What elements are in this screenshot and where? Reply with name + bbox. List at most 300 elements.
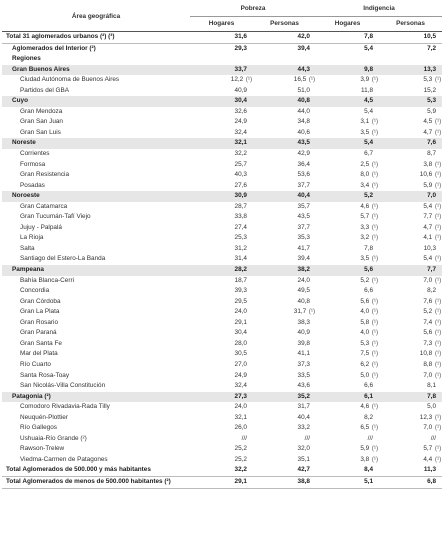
- cell-value: 43,5: [297, 213, 310, 221]
- cell-value: 5,3: [423, 76, 433, 84]
- cell-value: 10,8: [419, 350, 433, 358]
- footnote-marker: (¹): [371, 223, 379, 231]
- table-row: [2, 86, 442, 97]
- cell-value: 28,0: [234, 339, 247, 347]
- table-row: [2, 202, 442, 213]
- cell-value: 33,2: [297, 424, 310, 432]
- cell-value: 40,8: [297, 297, 310, 305]
- row-label: Gran Catamarca: [20, 202, 68, 210]
- cell-value: 5,4: [364, 44, 373, 52]
- pobreza-hogares-cell: [190, 307, 253, 318]
- footnote-marker: (¹): [434, 160, 442, 168]
- indigencia-hogares-cell: [316, 444, 379, 455]
- indigencia-personas-cell: [379, 128, 442, 139]
- cell-value: 28,7: [234, 202, 247, 210]
- table-row: [2, 392, 442, 403]
- pobreza-hogares-cell: [190, 160, 253, 171]
- row-label: Gran San Luis: [20, 128, 61, 136]
- cell-value: 41,1: [297, 350, 310, 358]
- indigencia-personas-cell: [379, 307, 442, 318]
- indigencia-hogares-cell: [316, 149, 379, 160]
- cell-value: 5,6: [423, 329, 433, 337]
- cell-value: 27,4: [234, 223, 247, 231]
- cell-value: 39,3: [234, 287, 247, 295]
- cell-value: 11,3: [423, 466, 437, 474]
- pobreza-hogares-cell: [190, 107, 253, 118]
- footnote-marker: (¹): [371, 445, 379, 453]
- cell-value: 38,2: [297, 266, 310, 274]
- cell-value: 4,7: [423, 128, 433, 136]
- cell-value: 5,0: [360, 371, 370, 379]
- pobreza-hogares-cell: [190, 96, 253, 107]
- table-row: [2, 212, 442, 223]
- footnote-marker: (¹): [434, 413, 442, 421]
- cell-value: 32,1: [234, 413, 247, 421]
- indigencia-personas-cell: [379, 233, 442, 244]
- row-label: Salta: [20, 244, 35, 252]
- indigencia-personas-cell: [379, 32, 442, 44]
- indigencia-personas-cell: [379, 402, 442, 413]
- row-label: Gran Mendoza: [20, 107, 63, 115]
- indigencia-hogares-cell: [316, 381, 379, 392]
- table-row: [2, 149, 442, 160]
- pobreza-hogares-cell: [190, 223, 253, 234]
- table-row: [2, 170, 442, 181]
- cell-value: 35,7: [297, 202, 310, 210]
- cell-value: 7,0: [423, 276, 433, 284]
- footnote-marker: (¹): [371, 360, 379, 368]
- pobreza-personas-cell: [253, 170, 316, 181]
- cell-value: 41,7: [297, 244, 310, 252]
- footnote-marker: (¹): [371, 455, 379, 463]
- cell-value: 7,6: [427, 139, 437, 147]
- cell-value: 8,8: [423, 360, 433, 368]
- footnote-marker: (¹): [434, 76, 442, 84]
- cell-value: 5,9: [427, 107, 437, 115]
- cell-value: 30,9: [234, 192, 247, 200]
- poverty-table: [2, 2, 442, 489]
- cell-value: 10,6: [419, 171, 433, 179]
- row-label: Noreste: [2, 138, 190, 149]
- indigencia-hogares-cell: [316, 86, 379, 97]
- cell-value: 32,4: [234, 382, 247, 390]
- footnote-marker: (¹): [371, 234, 379, 242]
- pobreza-hogares-cell: [190, 402, 253, 413]
- cell-value: 15,2: [423, 86, 437, 94]
- pobreza-hogares-cell: [190, 328, 253, 339]
- indigencia-hogares-cell: [316, 43, 379, 54]
- cell-value: 11,8: [361, 86, 373, 94]
- cell-value: 37,7: [297, 181, 310, 189]
- row-label: Posadas: [20, 181, 45, 189]
- cell-value: 3,3: [360, 223, 370, 231]
- pobreza-hogares-cell: [190, 86, 253, 97]
- indigencia-hogares-header: Hogares: [316, 17, 379, 32]
- pobreza-hogares-cell: [190, 202, 253, 213]
- footnote-marker: (¹): [371, 339, 379, 347]
- pobreza-hogares-cell: [190, 212, 253, 223]
- indigencia-header: Indigencia: [316, 2, 442, 17]
- cell-value: 7,4: [423, 318, 433, 326]
- cell-value: 3,4: [360, 181, 370, 189]
- pobreza-hogares-cell: [190, 360, 253, 371]
- footnote-marker: (¹): [371, 308, 379, 316]
- indigencia-hogares-cell: [316, 392, 379, 403]
- cell-value: 40,4: [297, 192, 310, 200]
- pobreza-hogares-cell: [190, 413, 253, 424]
- footnote-marker: (¹): [434, 255, 442, 263]
- cell-value: 7,5: [360, 350, 370, 358]
- table-row: [2, 455, 442, 466]
- indigencia-personas-cell: [379, 254, 442, 265]
- cell-value: 3,5: [360, 255, 370, 263]
- indigencia-personas-cell: [379, 223, 442, 234]
- footnote-marker: (¹): [434, 318, 442, 326]
- pobreza-hogares-cell: [190, 455, 253, 466]
- cell-value: 24,9: [234, 371, 247, 379]
- footnote-marker: (¹): [434, 297, 442, 305]
- footnote-marker: (¹): [371, 371, 379, 379]
- pobreza-hogares-cell: [190, 149, 253, 160]
- cell-value: 5,0: [427, 403, 437, 411]
- footnote-marker: (¹): [434, 350, 442, 358]
- pobreza-personas-cell: [253, 65, 316, 76]
- footnote-marker: (¹): [308, 76, 316, 84]
- footnote-marker: (¹): [434, 276, 442, 284]
- indigencia-personas-cell: [379, 244, 442, 255]
- pobreza-hogares-cell: [190, 381, 253, 392]
- cell-value: 40,9: [297, 329, 310, 337]
- indigencia-hogares-cell: [316, 170, 379, 181]
- indigencia-hogares-cell: [316, 128, 379, 139]
- pobreza-hogares-cell: [190, 423, 253, 434]
- table-row: [2, 328, 442, 339]
- cell-value: 42,0: [297, 33, 310, 40]
- table-row: [2, 413, 442, 424]
- pobreza-header: Pobreza: [190, 2, 316, 17]
- row-label: Gran Paraná: [20, 329, 57, 337]
- indigencia-personas-cell: [379, 75, 442, 86]
- cell-value: 33,5: [297, 371, 310, 379]
- row-label: Santiago del Estero-La Banda: [20, 255, 106, 263]
- table-row: [2, 286, 442, 297]
- indigencia-personas-cell: [379, 360, 442, 371]
- cell-value: 36,4: [297, 160, 310, 168]
- pobreza-personas-cell: [253, 43, 316, 54]
- indigencia-hogares-cell: [316, 244, 379, 255]
- footnote-marker: (¹): [434, 118, 442, 126]
- indigencia-personas-cell: [379, 434, 442, 445]
- row-label: Ushuaia-Río Grande (²): [20, 434, 87, 442]
- cell-value: 39,4: [297, 255, 310, 263]
- cell-value: 4,1: [423, 234, 433, 242]
- pobreza-personas-cell: [253, 434, 316, 445]
- table-row: [2, 181, 442, 192]
- footnote-marker: (¹): [434, 445, 442, 453]
- pobreza-personas-cell: [253, 318, 316, 329]
- cell-value: 4,6: [360, 202, 370, 210]
- pobreza-hogares-cell: [190, 170, 253, 181]
- table-row: [2, 138, 442, 149]
- cell-value: 33,7: [234, 65, 247, 73]
- cell-value: 5,9: [423, 181, 433, 189]
- table-row: [2, 223, 442, 234]
- table-row: [2, 128, 442, 139]
- indigencia-hogares-cell: [316, 65, 379, 76]
- cell-value: 31,4: [234, 255, 247, 263]
- pobreza-hogares-cell: [190, 128, 253, 139]
- cell-value: 7,8: [364, 244, 373, 252]
- footnote-marker: (¹): [371, 297, 379, 305]
- row-label: Neuquén-Plottier: [20, 413, 68, 421]
- row-label: Pampeana: [2, 265, 190, 276]
- cell-value: 29,5: [234, 297, 247, 305]
- indigencia-personas-cell: [379, 339, 442, 350]
- pobreza-hogares-cell: [190, 444, 253, 455]
- pobreza-personas-cell: [253, 138, 316, 149]
- table-row: [2, 160, 442, 171]
- cell-value: 43,5: [297, 139, 310, 147]
- cell-value: ///: [367, 434, 373, 442]
- row-label: Bahía Blanca-Cerri: [20, 276, 74, 284]
- pobreza-personas-cell: [253, 117, 316, 128]
- cell-value: 5,1: [364, 477, 373, 485]
- pobreza-personas-cell: [253, 476, 316, 488]
- cell-value: 32,6: [234, 107, 247, 115]
- pobreza-personas-cell: [253, 465, 316, 476]
- table-body: [2, 32, 442, 489]
- cell-value: 3,8: [423, 160, 433, 168]
- table-row: [2, 244, 442, 255]
- indigencia-hogares-cell: [316, 455, 379, 466]
- table-row: [2, 360, 442, 371]
- cell-value: 40,3: [234, 171, 247, 179]
- indigencia-personas-cell: [379, 160, 442, 171]
- cell-value: 5,8: [360, 318, 370, 326]
- pobreza-personas-cell: [253, 191, 316, 202]
- row-label: Gran San Juan: [20, 118, 63, 126]
- cell-value: 3,1: [360, 118, 370, 126]
- row-label: Gran La Plata: [20, 308, 60, 316]
- indigencia-personas-cell: [379, 297, 442, 308]
- cell-value: 13,3: [423, 65, 437, 73]
- cell-value: 12,3: [419, 413, 433, 421]
- footnote-marker: (¹): [434, 339, 442, 347]
- cell-value: 4,5: [364, 97, 373, 105]
- indigencia-hogares-cell: [316, 96, 379, 107]
- cell-value: 32,2: [234, 150, 247, 158]
- pobreza-hogares-cell: [190, 54, 253, 65]
- cell-value: 31,7: [293, 308, 307, 316]
- row-label: Cuyo: [2, 96, 190, 107]
- footnote-marker: (¹): [371, 329, 379, 337]
- row-label: Gran Santa Fe: [20, 339, 62, 347]
- cell-value: 6,6: [364, 287, 373, 295]
- cell-value: 5,7: [423, 445, 433, 453]
- pobreza-hogares-cell: [190, 434, 253, 445]
- cell-value: 44,0: [297, 107, 310, 115]
- row-label: Gran Rosario: [20, 318, 59, 326]
- indigencia-personas-cell: [379, 107, 442, 118]
- pobreza-personas-cell: [253, 381, 316, 392]
- indigencia-personas-cell: [379, 318, 442, 329]
- pobreza-hogares-cell: [190, 465, 253, 476]
- indigencia-personas-cell: [379, 149, 442, 160]
- table-row: [2, 107, 442, 118]
- footnote-marker: (¹): [434, 329, 442, 337]
- pobreza-hogares-cell: [190, 297, 253, 308]
- cell-value: 12,2: [230, 76, 244, 84]
- footnote-marker: (¹): [371, 160, 379, 168]
- pobreza-personas-cell: [253, 96, 316, 107]
- cell-value: 28,2: [234, 266, 247, 274]
- pobreza-personas-cell: [253, 360, 316, 371]
- pobreza-personas-cell: [253, 86, 316, 97]
- footnote-marker: (¹): [434, 360, 442, 368]
- cell-value: 26,0: [234, 424, 247, 432]
- indigencia-hogares-cell: [316, 54, 379, 65]
- indigencia-hogares-cell: [316, 117, 379, 128]
- pobreza-hogares-cell: [190, 286, 253, 297]
- cell-value: 7,6: [423, 297, 433, 305]
- indigencia-personas-cell: [379, 191, 442, 202]
- pobreza-hogares-cell: [190, 349, 253, 360]
- indigencia-personas-cell: [379, 455, 442, 466]
- indigencia-hogares-cell: [316, 191, 379, 202]
- pobreza-personas-cell: [253, 233, 316, 244]
- indigencia-hogares-cell: [316, 286, 379, 297]
- cell-value: 29,1: [234, 477, 247, 485]
- cell-value: 32,2: [234, 466, 247, 474]
- footnote-marker: (¹): [371, 403, 379, 411]
- pobreza-hogares-cell: [190, 244, 253, 255]
- cell-value: 25,2: [234, 455, 247, 463]
- cell-value: 5,4: [364, 107, 373, 115]
- indigencia-personas-cell: [379, 43, 442, 54]
- pobreza-hogares-cell: [190, 43, 253, 54]
- cell-value: ///: [430, 434, 437, 442]
- cell-value: 32,0: [297, 445, 310, 453]
- cell-value: 7,3: [423, 339, 433, 347]
- cell-value: 5,6: [360, 297, 370, 305]
- cell-value: 39,8: [297, 339, 310, 347]
- indigencia-personas-cell: [379, 117, 442, 128]
- cell-value: 5,4: [423, 202, 433, 210]
- pobreza-personas-cell: [253, 349, 316, 360]
- indigencia-hogares-cell: [316, 107, 379, 118]
- footnote-marker: (¹): [245, 76, 253, 84]
- footnote-marker: (¹): [371, 276, 379, 284]
- cell-value: 32,1: [234, 139, 247, 147]
- footnote-marker: (¹): [371, 202, 379, 210]
- pobreza-hogares-cell: [190, 392, 253, 403]
- row-label: Gran Córdoba: [20, 297, 61, 305]
- footnote-marker: (¹): [434, 308, 442, 316]
- indigencia-hogares-cell: [316, 371, 379, 382]
- cell-value: 6,7: [364, 150, 373, 158]
- cell-value: 27,0: [234, 360, 247, 368]
- pobreza-personas-cell: [253, 212, 316, 223]
- cell-value: 40,8: [297, 97, 310, 105]
- pobreza-personas-cell: [253, 107, 316, 118]
- pobreza-personas-cell: [253, 265, 316, 276]
- table-row: [2, 117, 442, 128]
- cell-value: 7,0: [423, 371, 433, 379]
- cell-value: 31,6: [234, 33, 247, 40]
- cell-value: 5,2: [360, 276, 370, 284]
- cell-value: 3,5: [360, 128, 370, 136]
- pobreza-personas-cell: [253, 455, 316, 466]
- cell-value: 4,0: [360, 329, 370, 337]
- indigencia-personas-cell: [379, 265, 442, 276]
- cell-value: 24,0: [234, 308, 247, 316]
- row-label: Total Aglomerados de menos de 500.000 habitantes (²): [2, 476, 190, 488]
- row-label: Corrientes: [20, 150, 50, 158]
- cell-value: 4,4: [423, 455, 433, 463]
- pobreza-hogares-cell: [190, 254, 253, 265]
- pobreza-personas-cell: [253, 413, 316, 424]
- pobreza-personas-cell: [253, 276, 316, 287]
- cell-value: 5,7: [360, 213, 370, 221]
- indigencia-hogares-cell: [316, 349, 379, 360]
- cell-value: ///: [241, 434, 247, 442]
- footnote-marker: (¹): [434, 223, 442, 231]
- indigencia-hogares-cell: [316, 276, 379, 287]
- indigencia-hogares-cell: [316, 32, 379, 44]
- indigencia-hogares-cell: [316, 202, 379, 213]
- indigencia-hogares-cell: [316, 138, 379, 149]
- pobreza-personas-cell: [253, 160, 316, 171]
- pobreza-personas-cell: [253, 297, 316, 308]
- cell-value: 49,5: [297, 287, 310, 295]
- footnote-marker: (¹): [371, 255, 379, 263]
- cell-value: 8,7: [427, 150, 437, 158]
- indigencia-personas-header: Personas: [379, 17, 442, 32]
- cell-value: ///: [304, 434, 310, 442]
- indigencia-hogares-cell: [316, 254, 379, 265]
- indigencia-hogares-cell: [316, 181, 379, 192]
- row-label: Río Cuarto: [20, 360, 51, 368]
- pobreza-hogares-cell: [190, 32, 253, 44]
- pobreza-personas-cell: [253, 307, 316, 318]
- cell-value: 2,5: [360, 160, 370, 168]
- cell-value: 25,2: [234, 445, 247, 453]
- cell-value: 31,7: [297, 403, 310, 411]
- indigencia-personas-cell: [379, 202, 442, 213]
- cell-value: 33,8: [234, 213, 247, 221]
- pobreza-hogares-cell: [190, 265, 253, 276]
- table-row: [2, 191, 442, 202]
- pobreza-personas-cell: [253, 392, 316, 403]
- footnote-marker: (¹): [371, 181, 379, 189]
- indigencia-hogares-cell: [316, 476, 379, 488]
- indigencia-hogares-cell: [316, 233, 379, 244]
- table-row: [2, 434, 442, 445]
- cell-value: 5,4: [364, 139, 373, 147]
- cell-value: 8,1: [427, 382, 437, 390]
- footnote-marker: (¹): [371, 76, 379, 84]
- cell-value: 5,4: [423, 255, 433, 263]
- cell-value: 5,2: [423, 308, 433, 316]
- cell-value: 24,0: [297, 276, 310, 284]
- pobreza-personas-cell: [253, 402, 316, 413]
- row-label: Total Aglomerados de 500.000 y más habitantes: [2, 465, 190, 476]
- indigencia-hogares-cell: [316, 402, 379, 413]
- indigencia-personas-cell: [379, 465, 442, 476]
- cell-value: 25,3: [234, 234, 247, 242]
- indigencia-personas-cell: [379, 381, 442, 392]
- row-label: Regiones: [12, 55, 41, 63]
